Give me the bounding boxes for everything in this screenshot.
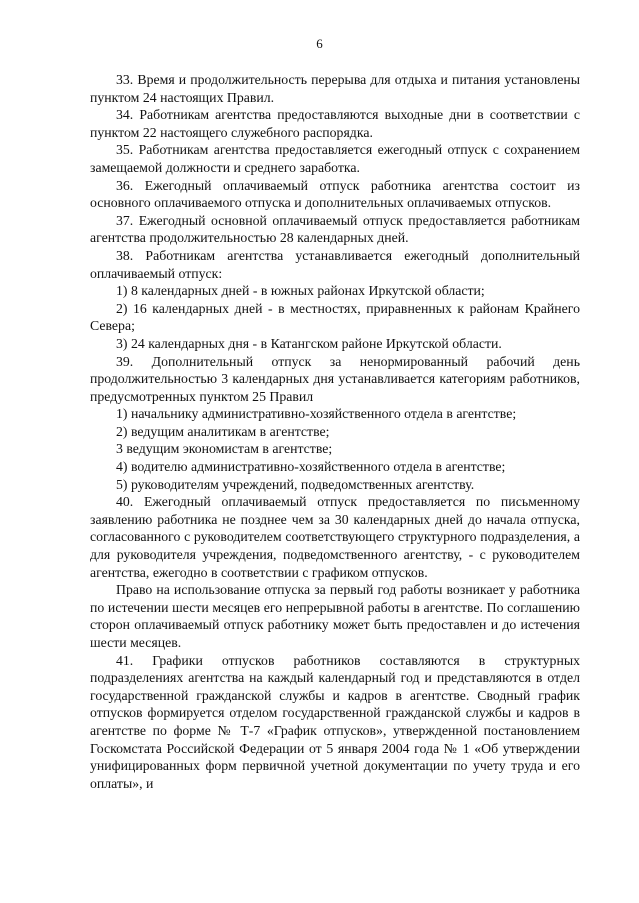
paragraph-33: 33. Время и продолжительность перерыва для отдыха и питания установлены пунктом 24 настоящих Правил. (90, 72, 580, 105)
paragraph-39: 39. Дополнительный отпуск за ненормированный рабочий день продолжительностью 3 календарных дня устанавливается категориям работников, предусмотренных пунктом 25 Правил (90, 353, 580, 404)
paragraph-39-item-5: 5) руководителям учреждений, подведомственных агентству. (116, 476, 475, 492)
paragraph-38-item-2: 2) 16 календарных дней - в местностях, приравненных к районам Крайнего Севера; (90, 300, 580, 334)
paragraph-35: 35. Работникам агентства предоставляется ежегодный отпуск с сохранением замещаемой должности и среднего заработка. (90, 142, 580, 175)
paragraph-37: 37. Ежегодный основной оплачиваемый отпуск предоставляется работникам агентства продолжительностью 28 календарных дней. (90, 212, 580, 246)
paragraph-34: 34. Работникам агентства предоставляются выходные дни в соответствии с пунктом 22 настоящего служебного распорядка. (90, 107, 580, 140)
document-body (90, 71, 580, 792)
paragraph-39-item-4: 4) водителю административно-хозяйственного отдела в агентстве; (116, 459, 506, 475)
paragraph-36: 36. Ежегодный оплачиваемый отпуск работника агентства состоит из основного оплачиваемого отпуска и дополнительных оплачиваемых отпусков. (90, 177, 580, 211)
paragraph-40: 40. Ежегодный оплачиваемый отпуск предоставляется по письменному заявлению работника не позднее чем за 30 календарных дней до начала отпуска, согласованного с руководителем соответствующего структурного подразделения, а для руководителя учреждения, подведомственного агентству, - с руководителем агентства, ежегодно в соответствии с графиком отпусков. (90, 494, 580, 580)
page-number: 6 (316, 36, 323, 51)
paragraph-41: 41. Графики отпусков работников составляются в структурных подразделениях агентства на каждый календарный год и представляются в отдел государственной гражданской службы и кадров в агентстве. Сводный график отпусков формируется отделом государственной гражданской службы и кадров в агентстве по форме № Т-7 «График отпусков», утвержденной постановлением Госкомстата Российской Федерации от 5 января 2004 года № 1 «Об утверждении унифицированных форм первичной учетной документации по учету труда и его оплаты», и (90, 652, 580, 791)
paragraph-38: 38. Работникам агентства устанавливается ежегодный дополнительный оплачиваемый отпуск: (90, 247, 580, 281)
paragraph-38-item-3: 3) 24 календарных дня - в Катангском районе Иркутской области. (116, 335, 502, 351)
paragraph-39-item-2: 2) ведущим аналитикам в агентстве; (116, 423, 330, 439)
paragraph-39-item-1: 1) начальнику административно-хозяйственного отдела в агентстве; (116, 406, 517, 422)
paragraph-39-item-3: 3 ведущим экономистам в агентстве; (116, 441, 333, 457)
paragraph-38-item-1: 1) 8 календарных дней - в южных районах Иркутской области; (116, 283, 485, 299)
paragraph-40-continued: Право на использование отпуска за первый год работы возникает у работника по истечении шести месяцев его непрерывной работы в агентстве. По соглашению сторон оплачиваемый отпуск работнику может быть предоставлен и до истечения шести месяцев. (90, 582, 580, 650)
